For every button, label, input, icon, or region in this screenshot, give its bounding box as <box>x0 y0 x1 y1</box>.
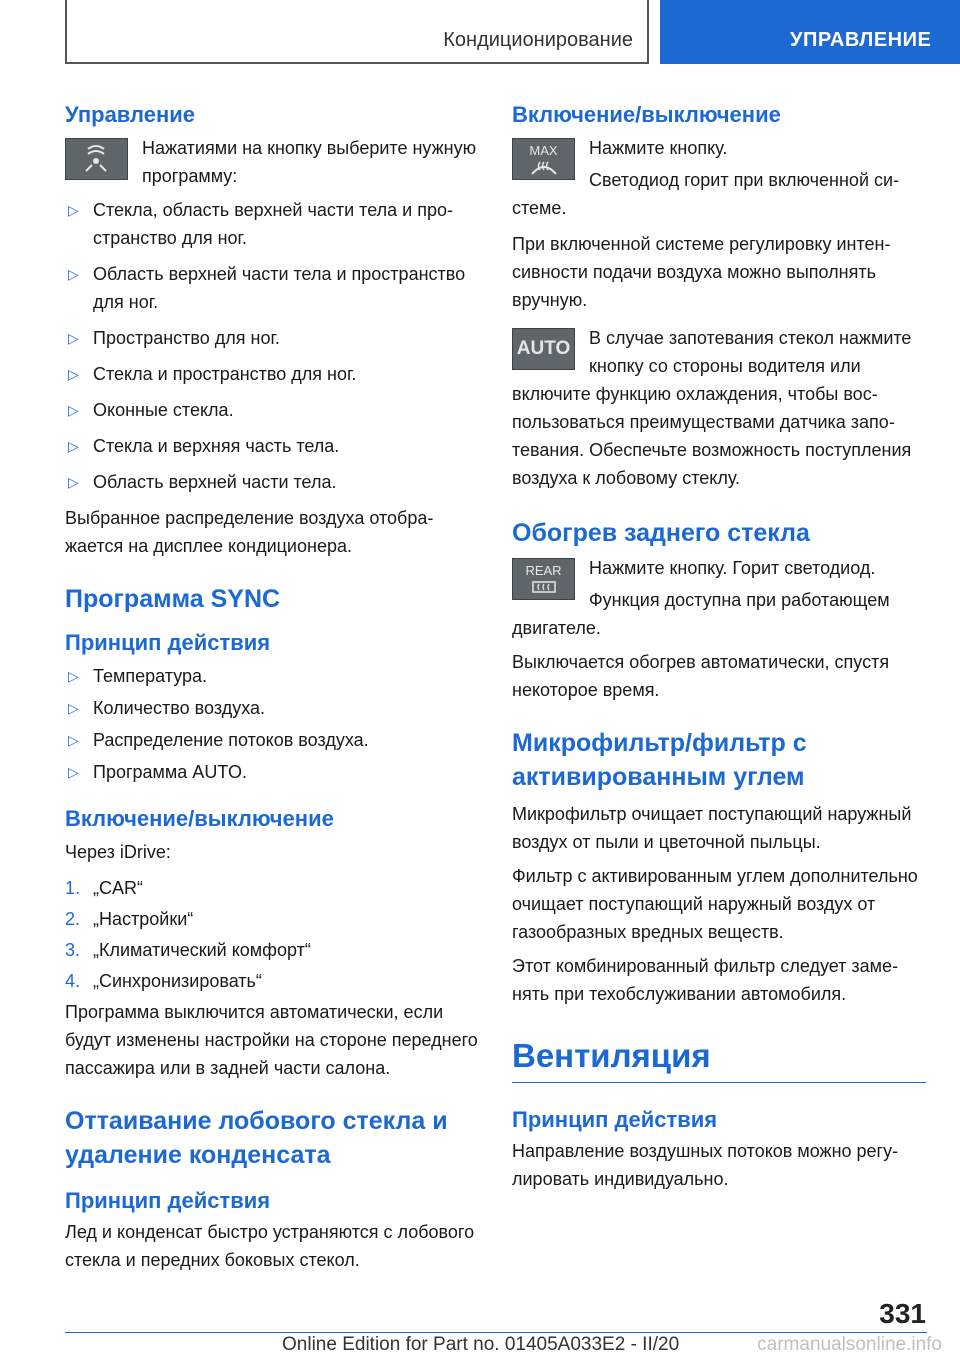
auto-button-icon: AUTO <box>512 328 575 370</box>
header-section-title: Кондиционирование <box>443 29 633 51</box>
idrive-text: Через iDrive: <box>65 842 171 862</box>
sync-off-text: Программа выключится автоматически, если будут изменены настройки на стороне переднего пассажира или в задней части салона. <box>65 1002 478 1078</box>
distribution-text: Выбранное распределение воздуха отображается на дисплее кондиционера. <box>65 508 434 556</box>
rear-window-heating-button-icon: REAR <box>512 558 575 600</box>
intensity-text: При включенной системе регулировку интенсивности подачи воздуха можно выполнять вручную. <box>512 234 891 310</box>
upravlenie-heading: Управление <box>65 102 196 127</box>
list-item: ▷ Оконные стекла. <box>65 396 479 424</box>
rear-press-text: Нажмите кнопку. Горит светодиод. <box>589 558 876 578</box>
step-item: 3. „Климатический комфорт“ <box>65 940 311 960</box>
left-column <box>65 100 479 1274</box>
triangle-bullet-icon: ▷ <box>68 474 79 490</box>
triangle-bullet-icon: ▷ <box>68 266 79 282</box>
triangle-bullet-icon: ▷ <box>68 202 79 218</box>
page-number: 331 <box>879 1298 926 1329</box>
step-item: 1. „CAR“ <box>65 878 143 898</box>
footer-rule <box>65 1332 927 1333</box>
upravlenie-text: Нажатиями на кнопку выберите нужную программу: <box>142 138 477 186</box>
triangle-bullet-icon: ▷ <box>68 366 79 382</box>
triangle-bullet-icon: ▷ <box>68 668 79 684</box>
right-column <box>512 100 926 1193</box>
defrost-text: Лед и конденсат быстро устраняются с лобового стекла и передних боковых стекол. <box>65 1222 475 1270</box>
rear-button-row <box>512 554 926 642</box>
list-item: ▷ Область верхней части тела. <box>65 468 479 496</box>
list-item: ▷ Программа AUTO. <box>65 758 479 786</box>
max-defrost-button-icon: MAX <box>512 138 575 180</box>
air-distribution-button-icon <box>65 138 128 180</box>
fogging-text: В случае запотевания стекол нажмите кнопку со стороны водителя или включите функцию охлаждения, чтобы воспользоваться преимуществами датчика запотевания. Обеспечьте возможность поступления воздуха к лобовому стеклу. <box>512 328 912 488</box>
distribution-button-row <box>65 134 479 190</box>
watermark-text: carmanualsonline.info <box>757 1334 942 1355</box>
edition-text: Online Edition for Part no. 01405A033E2 - II/20 <box>282 1334 680 1355</box>
sync-onoff-heading: Включение/выключение <box>65 806 334 831</box>
step-item: 4. „Синхронизировать“ <box>65 971 262 991</box>
list-item: ▷ Стекла, область верхней части тела и пространство для ног. <box>65 196 479 252</box>
auto-button-row <box>512 324 926 492</box>
list-item: ▷ Стекла и верхняя часть тела. <box>65 432 479 460</box>
rear-heading: Обогрев заднего стекла <box>512 519 810 547</box>
sync-heading: Программа SYNC <box>65 585 281 613</box>
rear-auto-off-text: Выключается обогрев автоматически, спустя некоторое время. <box>512 652 890 700</box>
ventilation-heading-rule <box>512 1082 926 1083</box>
press-button-text: Нажмите кнопку. <box>589 138 728 158</box>
ventilation-heading: Вентиляция <box>512 1037 711 1074</box>
triangle-bullet-icon: ▷ <box>68 438 79 454</box>
defrost-heading: Оттаивание лобового стекла и удаление конденсата <box>65 1107 448 1169</box>
list-item: ▷ Область верхней части тела и пространство для ног. <box>65 260 479 316</box>
onoff-heading: Включение/выключение <box>512 102 781 127</box>
header-chapter-tab[interactable] <box>660 0 960 64</box>
vent-principle-heading: Принцип действия <box>512 1107 718 1132</box>
filter-text-2: Фильтр с активированным углем дополнительно очищает поступающий наружный воздух от газообразных вредных веществ. <box>512 866 918 942</box>
triangle-bullet-icon: ▷ <box>68 402 79 418</box>
triangle-bullet-icon: ▷ <box>68 700 79 716</box>
list-item: ▷ Пространство для ног. <box>65 324 479 352</box>
defrost-principle-heading: Принцип действия <box>65 1188 271 1213</box>
triangle-bullet-icon: ▷ <box>68 732 79 748</box>
list-item: ▷ Распределение потоков воздуха. <box>65 726 479 754</box>
filter-heading: Микрофильтр/фильтр с активированным углем <box>512 729 807 791</box>
filter-text-3: Этот комбинированный фильтр следует заменять при техобслуживании автомобиля. <box>512 956 899 1004</box>
sync-principle-heading: Принцип действия <box>65 630 271 655</box>
led-text: Светодиод горит при включенной системе. <box>512 170 900 218</box>
triangle-bullet-icon: ▷ <box>68 330 79 346</box>
header-section-box <box>65 0 649 64</box>
vent-text: Направление воздушных потоков можно регулировать индивидуально. <box>512 1141 899 1189</box>
header-chapter-label: УПРАВЛЕНИЕ <box>790 29 932 51</box>
rear-function-text: Функция доступна при работающем двигателе. <box>512 590 890 638</box>
triangle-bullet-icon: ▷ <box>68 764 79 780</box>
list-item: ▷ Количество воздуха. <box>65 694 479 722</box>
list-item: ▷ Температура. <box>65 662 479 690</box>
max-button-row <box>512 134 926 222</box>
list-item: ▷ Стекла и пространство для ног. <box>65 360 479 388</box>
step-item: 2. „Настройки“ <box>65 909 194 929</box>
filter-text-1: Микрофильтр очищает поступающий наружный воздух от пыли и цветочной пыльцы. <box>512 804 912 852</box>
